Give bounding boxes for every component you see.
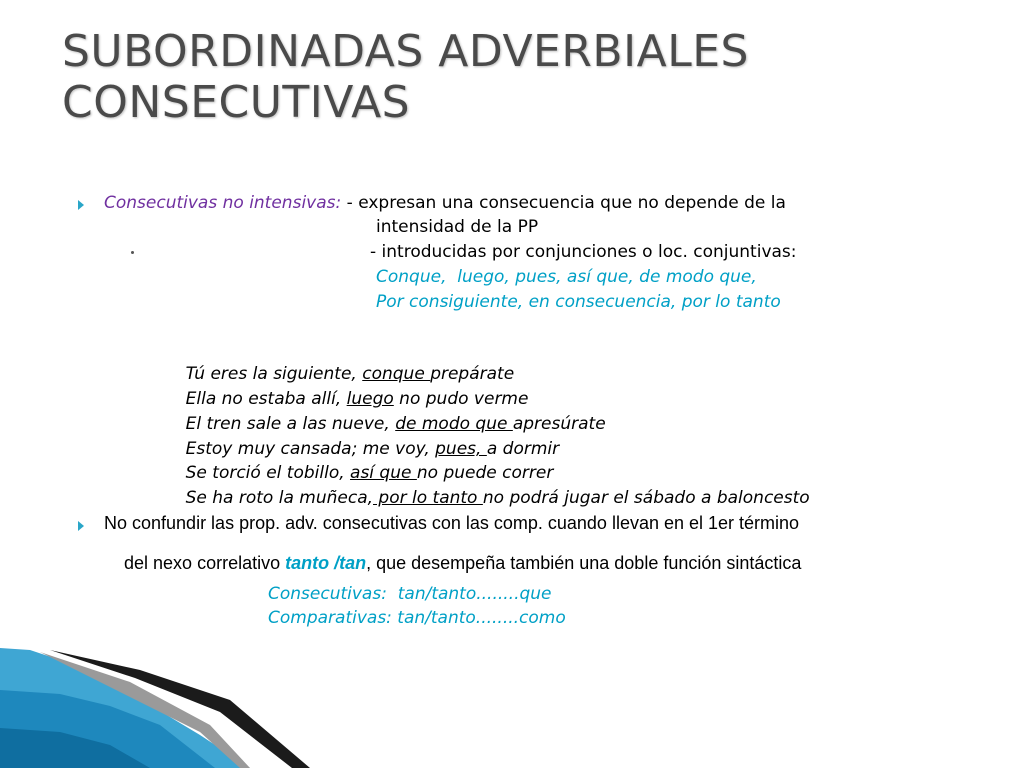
title-line-1: SUBORDINADAS ADVERBIALES — [62, 26, 749, 77]
bullet1-label: Consecutivas no intensivas: — [104, 193, 342, 213]
conjunctions-line1: Conque, luego, pues, así que, de modo que, — [376, 267, 757, 287]
example-3-conjunction: de modo que — [395, 414, 513, 434]
example-2-before: Ella no estaba allí, — [185, 389, 347, 409]
example-5-before: Se torció el tobillo, — [185, 463, 351, 483]
conjunctions-line2: Por consiguiente, en consecuencia, por lo tanto — [376, 292, 781, 312]
example-5-after: no puede correr — [416, 463, 554, 483]
formula-consecutivas: Consecutivas: tan/tanto........que — [268, 584, 552, 604]
bullet2-line2-after: , que desempeña también una doble función sintáctica — [366, 553, 802, 573]
example-6-after: no podrá jugar el sábado a baloncesto — [482, 488, 810, 508]
bullet2-line1: No confundir las prop. adv. consecutivas con las comp. cuando llevan en el 1er término — [104, 513, 800, 533]
bullet1-dash2: - — [370, 242, 382, 262]
example-1-conjunction: conque — [362, 364, 431, 384]
bullet1-text-c: introducidas por conjunciones o loc. conjuntivas: — [381, 242, 797, 262]
example-6-conjunction: por lo tanto — [373, 488, 483, 508]
bullet2-emphasis: tanto /tan — [285, 553, 367, 573]
example-2-conjunction: luego — [346, 389, 394, 409]
bullet1-line2: intensidad de la PP — [376, 217, 539, 237]
bullet1-dash: - — [341, 193, 359, 213]
example-3-before: El tren sale a las nueve, — [185, 414, 396, 434]
formula-comparativas: Comparativas: tan/tanto........como — [268, 608, 566, 628]
example-4-after: a dormir — [486, 439, 560, 459]
example-6-before: Se ha roto la muñeca, — [185, 488, 374, 508]
example-4-before: Estoy muy cansada; me voy, — [185, 439, 436, 459]
bullet1-text-a: expresan una consecuencia que no depende de la — [358, 193, 786, 213]
title-line-2: CONSECUTIVAS — [62, 77, 411, 128]
bullet2-line2-before: del nexo correlativo — [124, 553, 286, 573]
example-2-after: no pudo verme — [393, 389, 529, 409]
example-1-before: Tú eres la siguiente, — [185, 364, 363, 384]
example-3-after: apresúrate — [512, 414, 606, 434]
example-5-conjunction: así que — [350, 463, 417, 483]
example-4-conjunction: pues, — [435, 439, 487, 459]
example-1-after: prepárate — [430, 364, 515, 384]
